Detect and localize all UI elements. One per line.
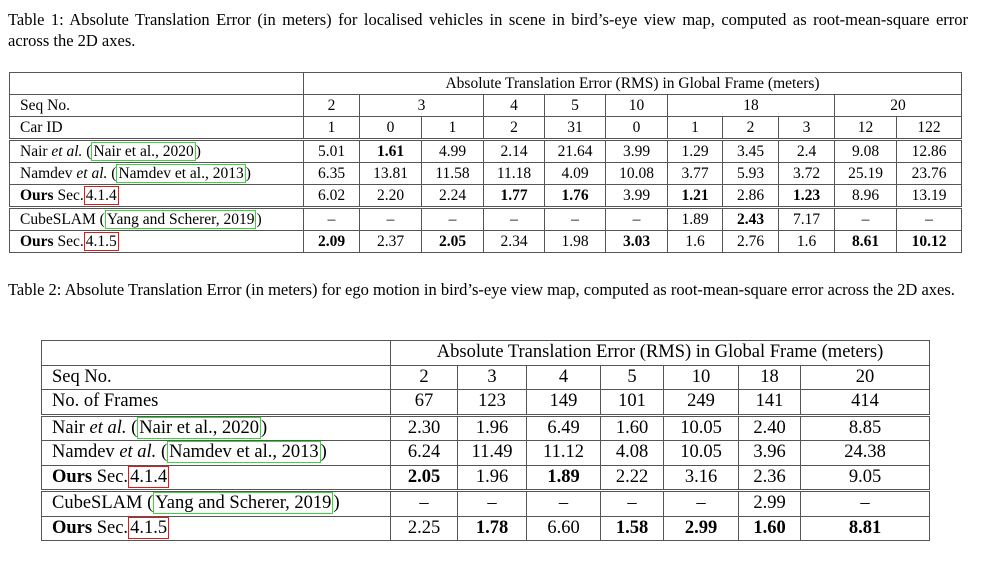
value-cell: 2.76 [723, 231, 779, 253]
table-row [42, 465, 930, 491]
table-row [10, 163, 962, 185]
value-cell: 3.77 [668, 163, 723, 185]
value-cell: 5.93 [723, 163, 779, 185]
method-name: Nair [52, 417, 85, 438]
value-cell: 4.08 [601, 441, 664, 466]
value-cell: – [601, 491, 664, 517]
table-row [10, 140, 962, 163]
citation-link[interactable]: Namdev et al., 2013 [118, 164, 244, 182]
method-cell [10, 185, 304, 208]
value-cell: 12.86 [897, 140, 962, 163]
value-cell: 3.99 [606, 185, 668, 208]
value-cell: 1.6 [668, 231, 723, 253]
car-cell: 1 [304, 117, 360, 140]
value-cell: 1.60 [601, 415, 664, 441]
table2-header-row [42, 341, 930, 366]
value-cell: 5.01 [304, 140, 360, 163]
table-row [42, 491, 930, 517]
seq-cell: 18 [739, 365, 801, 390]
value-cell: 3.45 [723, 140, 779, 163]
car-cell: 1 [668, 117, 723, 140]
section-link[interactable]: 4.1.5 [85, 232, 117, 250]
value-cell: 13.81 [360, 163, 422, 185]
seq-cell: 2 [304, 95, 360, 117]
value-cell: 6.60 [527, 516, 601, 541]
section-link[interactable]: 4.1.5 [130, 517, 168, 538]
table1-seq-row [10, 95, 962, 117]
method-cell: CubeSLAM ( Yang and Scherer, 2019 ) [42, 491, 391, 517]
method-cell [42, 465, 391, 491]
table1 [9, 72, 962, 253]
frames-cell: 414 [801, 390, 930, 416]
value-cell: 2.22 [601, 465, 664, 491]
method-cell: Namdev et al. ( Namdev et al., 2013 ) [10, 163, 304, 185]
table-row [10, 208, 962, 231]
frames-cell: 101 [601, 390, 664, 416]
value-cell: – [801, 491, 930, 517]
table1-car-row [10, 117, 962, 140]
value-cell: 2.99 [739, 491, 801, 517]
value-cell: 21.64 [545, 140, 606, 163]
best-value: 1.23 [792, 186, 821, 204]
best-value: 1.58 [615, 517, 649, 538]
seq-cell: 2 [391, 365, 458, 390]
citation-link[interactable]: Namdev et al., 2013 [169, 442, 319, 463]
value-cell: – [606, 208, 668, 231]
seq-label: Seq No. [42, 365, 391, 390]
value-cell: – [458, 491, 527, 517]
value-cell: 2.36 [739, 465, 801, 491]
seq-cell: 10 [664, 365, 739, 390]
sec-text: Sec. [96, 466, 129, 487]
value-cell: 7.17 [779, 208, 835, 231]
value-cell: 13.19 [897, 185, 962, 208]
method-name: Ours [20, 186, 54, 204]
value-cell: 6.35 [304, 163, 360, 185]
table-row [42, 516, 930, 541]
car-cell: 1 [422, 117, 484, 140]
value-cell [606, 231, 668, 253]
car-cell: 31 [545, 117, 606, 140]
value-cell: 2.86 [723, 185, 779, 208]
value-cell [360, 140, 422, 163]
car-cell: 3 [779, 117, 835, 140]
value-cell: – [527, 491, 601, 517]
citation-link[interactable]: Yang and Scherer, 2019 [106, 210, 255, 228]
value-cell: 8.85 [801, 415, 930, 441]
value-cell: 3.72 [779, 163, 835, 185]
citation-link[interactable]: Yang and Scherer, 2019 [155, 493, 332, 514]
seq-cell: 4 [484, 95, 545, 117]
car-label: Car ID [10, 117, 304, 140]
table2-caption: Table 2: Absolute Translation Error (in meters) for ego motion in bird’s-eye view map, computed as root-mean-square error across the 2D axes. [8, 280, 955, 299]
value-cell: – [545, 208, 606, 231]
seq-cell: 18 [668, 95, 835, 117]
method-name: Namdev [20, 164, 73, 182]
frames-cell: 141 [739, 390, 801, 416]
citation-link[interactable]: Nair et al., 2020 [139, 417, 259, 438]
best-value: 1.89 [547, 466, 580, 487]
citation-link[interactable]: Nair et al., 2020 [93, 142, 194, 160]
value-cell [458, 516, 527, 541]
method-cell: Nair et al. ( Nair et al., 2020 ) [42, 415, 391, 441]
seq-label: Seq No. [10, 95, 304, 117]
value-cell [484, 185, 545, 208]
value-cell [304, 231, 360, 253]
value-cell: 3.99 [606, 140, 668, 163]
method-name: Nair [20, 142, 48, 160]
value-cell: 2.14 [484, 140, 545, 163]
value-cell [422, 231, 484, 253]
value-cell: 2.30 [391, 415, 458, 441]
value-cell [897, 231, 962, 253]
etal-text: et al. [76, 164, 108, 182]
value-cell: – [360, 208, 422, 231]
best-value: 3.03 [622, 232, 651, 250]
value-cell: 9.08 [835, 140, 897, 163]
value-cell: 1.98 [545, 231, 606, 253]
value-cell: 2.24 [422, 185, 484, 208]
frames-cell: 249 [664, 390, 739, 416]
table2-header-span: Absolute Translation Error (RMS) in Global Frame (meters) [391, 341, 930, 366]
value-cell [779, 185, 835, 208]
seq-cell: 20 [835, 95, 962, 117]
best-value: 1.61 [376, 142, 405, 160]
value-cell: 10.05 [664, 415, 739, 441]
value-cell: 11.12 [527, 441, 601, 466]
table-row [10, 185, 962, 208]
value-cell: 2.40 [739, 415, 801, 441]
value-cell [801, 516, 930, 541]
value-cell: – [304, 208, 360, 231]
best-value: 2.43 [736, 210, 765, 228]
seq-cell: 20 [801, 365, 930, 390]
value-cell [739, 516, 801, 541]
value-cell: 3.16 [664, 465, 739, 491]
value-cell: – [391, 491, 458, 517]
etal-text: et al. [89, 417, 127, 438]
best-value: 1.21 [681, 186, 709, 204]
seq-cell: 5 [601, 365, 664, 390]
value-cell [835, 231, 897, 253]
seq-cell: 4 [527, 365, 601, 390]
value-cell: 10.05 [664, 441, 739, 466]
value-cell: 25.19 [835, 163, 897, 185]
value-cell: 1.6 [779, 231, 835, 253]
value-cell: – [664, 491, 739, 517]
value-cell: 4.99 [422, 140, 484, 163]
value-cell: 24.38 [801, 441, 930, 466]
value-cell: 11.18 [484, 163, 545, 185]
table-row [42, 441, 930, 466]
value-cell: 2.20 [360, 185, 422, 208]
best-value: 1.76 [561, 186, 589, 204]
method-name: Namdev [52, 442, 115, 463]
best-value: 2.99 [684, 517, 718, 538]
seq-cell: 5 [545, 95, 606, 117]
best-value: 2.05 [438, 232, 467, 250]
etal-text: et al. [119, 442, 157, 463]
value-cell: 2.4 [779, 140, 835, 163]
frames-cell: 149 [527, 390, 601, 416]
value-cell: 11.58 [422, 163, 484, 185]
frames-cell: 67 [391, 390, 458, 416]
method-cell: Nair et al. ( Nair et al., 2020 ) [10, 140, 304, 163]
value-cell: 2.25 [391, 516, 458, 541]
value-cell: 10.08 [606, 163, 668, 185]
value-cell: 2.37 [360, 231, 422, 253]
best-value: 10.12 [911, 232, 947, 250]
value-cell: – [484, 208, 545, 231]
best-value: 1.77 [500, 186, 528, 204]
car-cell: 2 [484, 117, 545, 140]
value-cell: 9.05 [801, 465, 930, 491]
table2 [41, 340, 930, 541]
etal-text: et al. [51, 142, 83, 160]
value-cell: 1.29 [668, 140, 723, 163]
value-cell: 2.34 [484, 231, 545, 253]
value-cell: 1.89 [668, 208, 723, 231]
car-cell: 2 [723, 117, 779, 140]
best-value: 2.05 [407, 466, 441, 487]
best-value: 2.09 [317, 232, 346, 250]
method-name: Ours [52, 466, 93, 487]
value-cell [664, 516, 739, 541]
value-cell: 6.24 [391, 441, 458, 466]
method-name: Ours [20, 232, 54, 250]
method-cell [42, 516, 391, 541]
method-name: Ours [52, 517, 93, 538]
value-cell [601, 516, 664, 541]
method-cell: CubeSLAM ( Yang and Scherer, 2019 ) [10, 208, 304, 231]
value-cell: 3.96 [739, 441, 801, 466]
value-cell [527, 465, 601, 491]
frames-label: No. of Frames [42, 390, 391, 416]
method-name: CubeSLAM [52, 493, 143, 514]
sec-text: Sec. [57, 232, 84, 250]
car-cell: 0 [606, 117, 668, 140]
sec-text: Sec. [57, 186, 84, 204]
best-value: 8.81 [848, 517, 882, 538]
value-cell: 1.96 [458, 415, 527, 441]
table2-seq-row [42, 365, 930, 390]
seq-cell: 3 [458, 365, 527, 390]
value-cell [391, 465, 458, 491]
table1-header-span: Absolute Translation Error (RMS) in Global Frame (meters) [304, 73, 962, 95]
value-cell [545, 185, 606, 208]
table1-header-row [10, 73, 962, 95]
table-row [42, 415, 930, 441]
method-name: CubeSLAM [20, 210, 96, 228]
value-cell: 6.49 [527, 415, 601, 441]
car-cell: 0 [360, 117, 422, 140]
frames-cell: 123 [458, 390, 527, 416]
value-cell: 4.09 [545, 163, 606, 185]
value-cell [668, 185, 723, 208]
value-cell: 6.02 [304, 185, 360, 208]
value-cell: – [897, 208, 962, 231]
value-cell: 1.96 [458, 465, 527, 491]
table1-caption: Table 1: Absolute Translation Error (in meters) for localised vehicles in scene in bird’s-eye view map, computed as root-mean-square error across the 2D axes. [8, 10, 968, 50]
section-link[interactable]: 4.1.4 [130, 466, 168, 487]
table2-frames-row [42, 390, 930, 416]
sec-text: Sec. [96, 517, 129, 538]
method-cell: Namdev et al. ( Namdev et al., 2013 ) [42, 441, 391, 466]
value-cell: 11.49 [458, 441, 527, 466]
seq-cell: 10 [606, 95, 668, 117]
method-cell [10, 231, 304, 253]
section-link[interactable]: 4.1.4 [85, 186, 117, 204]
value-cell: 23.76 [897, 163, 962, 185]
best-value: 8.61 [851, 232, 880, 250]
table-row [10, 231, 962, 253]
best-value: 1.60 [753, 517, 786, 538]
value-cell: 8.96 [835, 185, 897, 208]
car-cell: 12 [835, 117, 897, 140]
car-cell: 122 [897, 117, 962, 140]
value-cell: – [422, 208, 484, 231]
seq-cell: 3 [360, 95, 484, 117]
value-cell [723, 208, 779, 231]
value-cell: – [835, 208, 897, 231]
best-value: 1.78 [475, 517, 509, 538]
